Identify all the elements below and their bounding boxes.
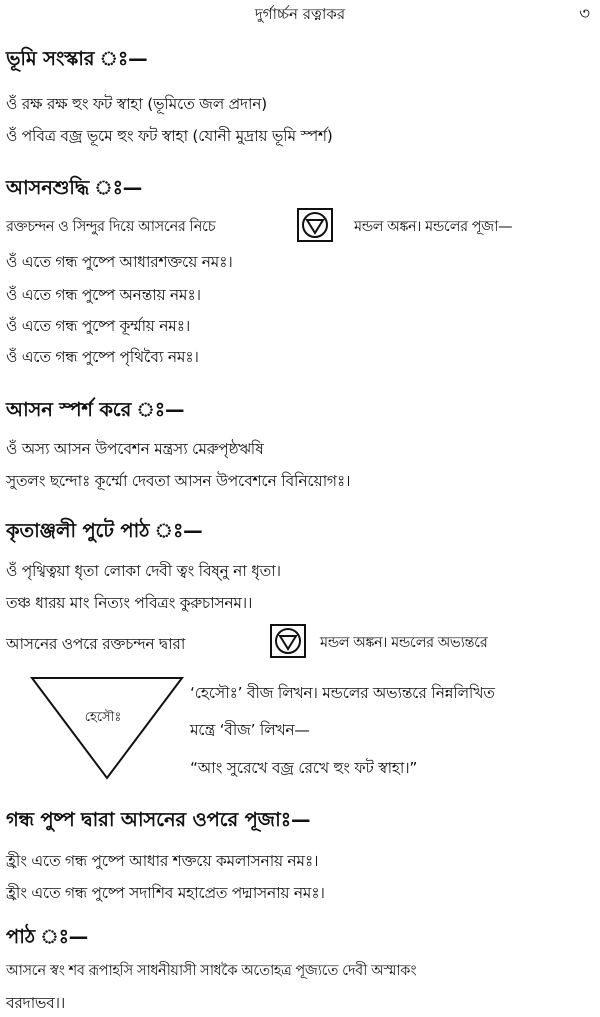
kritanjali-line-3-right: মন্ডল অঙ্কন। মন্ডলের অভ্যন্তরে <box>320 634 488 651</box>
gandha-line-1: হ্রীং এতে গন্ধ পুষ্পে আধার শক্তয়ে কমলাসনায় নমঃ। <box>6 852 319 870</box>
heading-bhumi-sanskar: ভূমি সংস্কার ঃ— <box>6 47 148 70</box>
heading-asan-sparsha: আসন স্পর্শ করে ঃ— <box>6 398 185 421</box>
mandala-symbol-icon <box>270 624 306 658</box>
page-number: ৩ <box>578 4 590 24</box>
asanshuddhi-line-1-left: রক্তচন্দন ও সিন্দুর দিয়ে আসনের নিচে <box>6 218 216 235</box>
kritanjali-line-2: তঞ্চ ধারয় মাং নিত্যং পবিত্রং কুরুচাসনম।। <box>6 594 253 612</box>
heading-path: পাঠ ঃ— <box>6 925 89 948</box>
asan-sparsha-line-2: সুতলং ছন্দোঃ কূর্ম্মো দেবতা আসন উপবেশনে বিনিয়োগঃ। <box>6 472 351 490</box>
path-line-1: আসনে স্বং শব রূপাহসি সাধনীয়াসী সাধকৈ অতোহত্র পূজ্যতে দেবী অস্মাকং <box>6 962 417 979</box>
mandala-symbol-icon <box>297 208 333 242</box>
asanshuddhi-line-3: ওঁ এতে গন্ধ পুষ্পে অনন্তায় নমঃ। <box>6 286 201 304</box>
kritanjali-line-1: ওঁ পৃথ্বিত্বয়া ধৃতা লোকা দেবী ত্বং বিষ্নু না ধৃতা। <box>6 562 281 580</box>
asanshuddhi-line-5: ওঁ এতে গন্ধ পুষ্পে পৃথিব্যৈ নমঃ। <box>6 348 199 366</box>
gandha-line-2: হ্রীং এতে গন্ধ পুষ্পে সদাশিব মহাপ্রেত পদ্মাসনায় নমঃ। <box>6 884 325 902</box>
path-line-2: বরদাভব।। <box>6 994 65 1012</box>
kritanjali-right-line-2: মন্ত্রে ‘বীজ’ লিখন— <box>190 721 310 739</box>
running-header-title: দুর্গার্চ্চন রত্নাকর <box>254 5 346 23</box>
asanshuddhi-line-4: ওঁ এতে গন্ধ পুষ্পে কূর্ম্মায় নমঃ। <box>6 317 190 335</box>
heading-kritanjali: কৃতাঞ্জলী পুটে পাঠ ঃ— <box>6 519 203 542</box>
kritanjali-line-3-left: আসনের ওপরে রক্তচন্দন দ্বারা <box>6 635 186 653</box>
heading-gandha-pushpa: গন্ধ পুষ্প দ্বারা আসনের ওপরে পূজাঃ— <box>6 808 311 831</box>
triangle-bija-label: হেসৌঃ <box>84 710 122 725</box>
bhumi-line-1: ওঁ রক্ষ রক্ষ হুং ফট স্বাহা (ভূমিতে জল প্রদান) <box>6 95 267 113</box>
asanshuddhi-line-2: ওঁ এতে গন্ধ পুষ্পে আধারশক্তয়ে নমঃ। <box>6 253 233 271</box>
kritanjali-right-line-1: ‘হেসৌঃ’ বীজ লিখন। মন্ডলের অভ্যন্তরে নিন্নলিখিত <box>190 684 495 702</box>
heading-asanshuddhi: আসনশুদ্ধি ঃ— <box>6 176 143 199</box>
kritanjali-right-line-3: “আং সুরেখে বজ্র রেখে হুং ফট স্বাহা।” <box>190 759 418 777</box>
bhumi-line-2: ওঁ পবিত্র বজ্র ভূমে হুং ফট স্বাহা (যোনী মুদ্রায় ভূমি স্পর্শ) <box>6 127 333 145</box>
asan-sparsha-line-1: ওঁ অস্য আসন উপবেশন মন্ত্রস্য মেরুপৃষ্ঠঋষি <box>6 440 264 458</box>
asanshuddhi-line-1-right: মন্ডল অঙ্কন। মন্ডলের পূজা— <box>354 218 513 235</box>
